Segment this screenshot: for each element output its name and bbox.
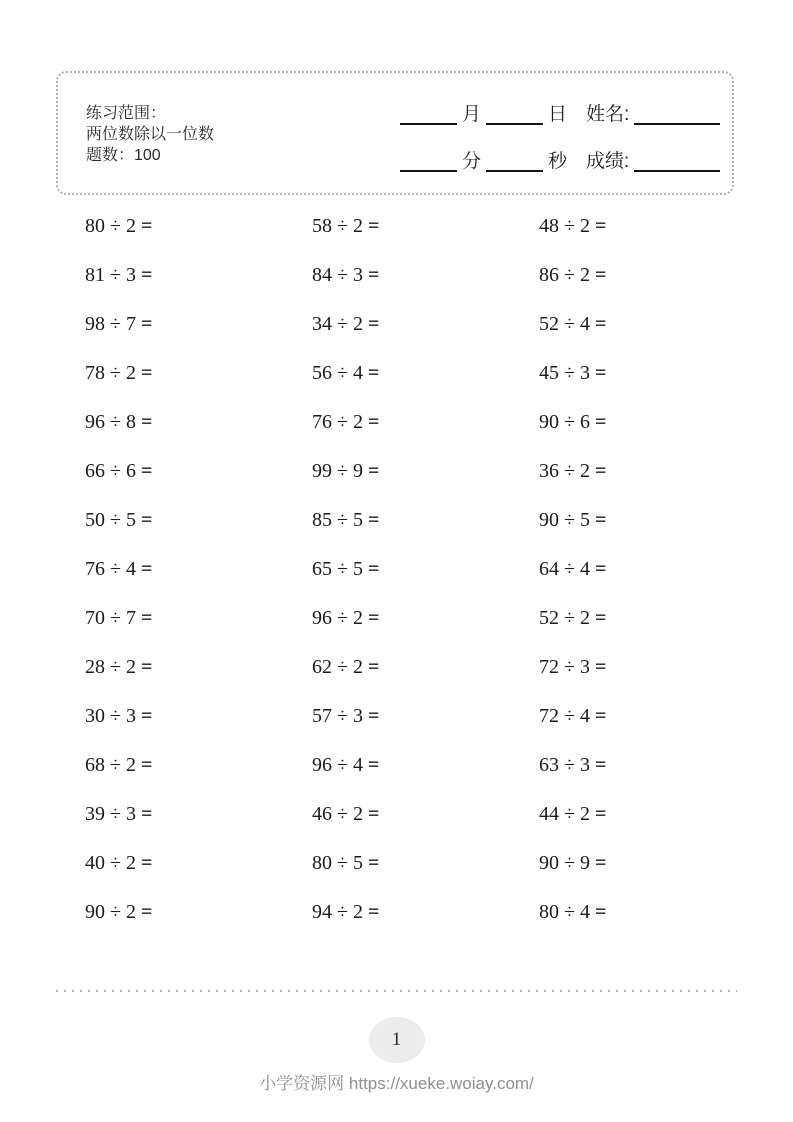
problem-item: 84 ÷ 3 = bbox=[312, 264, 380, 286]
problem-item: 36 ÷ 2 = bbox=[539, 460, 607, 482]
page-number: 1 bbox=[391, 1029, 402, 1050]
day-label: 日 bbox=[548, 104, 568, 125]
minute-label: 分 bbox=[462, 151, 482, 172]
day-blank-line bbox=[486, 113, 543, 125]
problem-item: 90 ÷ 5 = bbox=[539, 509, 607, 531]
practice-range-value: 两位数除以一位数 bbox=[86, 126, 215, 143]
problem-item: 72 ÷ 4 = bbox=[539, 705, 607, 727]
month-label: 月 bbox=[462, 104, 482, 125]
score-blank-line bbox=[634, 160, 720, 172]
bottom-dashed-divider bbox=[56, 990, 737, 992]
problem-item: 68 ÷ 2 = bbox=[85, 754, 153, 776]
problem-item: 90 ÷ 6 = bbox=[539, 411, 607, 433]
second-blank-line bbox=[486, 160, 543, 172]
problem-item: 96 ÷ 4 = bbox=[312, 754, 380, 776]
problem-item: 80 ÷ 5 = bbox=[312, 852, 380, 874]
problem-item: 81 ÷ 3 = bbox=[85, 264, 153, 286]
problem-item: 50 ÷ 5 = bbox=[85, 509, 153, 531]
footer-site-link[interactable]: 小学资源网 https://xueke.woiay.com/ bbox=[259, 1074, 534, 1093]
problem-item: 99 ÷ 9 = bbox=[312, 460, 380, 482]
problem-item: 58 ÷ 2 = bbox=[312, 215, 380, 237]
question-count: 题数：100 bbox=[86, 147, 161, 164]
second-label: 秒 bbox=[548, 151, 568, 172]
problem-item: 65 ÷ 5 = bbox=[312, 558, 380, 580]
problem-item: 44 ÷ 2 = bbox=[539, 803, 607, 825]
date-name-line bbox=[400, 104, 720, 126]
problem-item: 45 ÷ 3 = bbox=[539, 362, 607, 384]
problem-item: 90 ÷ 2 = bbox=[85, 901, 153, 923]
problem-item: 40 ÷ 2 = bbox=[85, 852, 153, 874]
problem-item: 94 ÷ 2 = bbox=[312, 901, 380, 923]
problem-item: 85 ÷ 5 = bbox=[312, 509, 380, 531]
problem-item: 52 ÷ 2 = bbox=[539, 607, 607, 629]
problem-item: 98 ÷ 7 = bbox=[85, 313, 153, 335]
problem-item: 34 ÷ 2 = bbox=[312, 313, 380, 335]
page-number-badge bbox=[369, 1017, 425, 1063]
minute-blank-line bbox=[400, 160, 457, 172]
problem-item: 90 ÷ 9 = bbox=[539, 852, 607, 874]
problem-item: 62 ÷ 2 = bbox=[312, 656, 380, 678]
time-score-line bbox=[400, 151, 720, 173]
problem-item: 86 ÷ 2 = bbox=[539, 264, 607, 286]
problem-item: 76 ÷ 4 = bbox=[85, 558, 153, 580]
problem-item: 80 ÷ 4 = bbox=[539, 901, 607, 923]
month-blank-line bbox=[400, 113, 457, 125]
problem-item: 72 ÷ 3 = bbox=[539, 656, 607, 678]
problem-item: 70 ÷ 7 = bbox=[85, 607, 153, 629]
name-label: 姓名: bbox=[586, 104, 630, 125]
problem-item: 96 ÷ 2 = bbox=[312, 607, 380, 629]
date-name-block bbox=[400, 73, 720, 173]
practice-range-label: 练习范围： bbox=[86, 105, 167, 122]
problem-item: 46 ÷ 2 = bbox=[312, 803, 380, 825]
header-info-box bbox=[56, 71, 734, 195]
score-label: 成绩: bbox=[586, 151, 630, 172]
problem-item: 76 ÷ 2 = bbox=[312, 411, 380, 433]
practice-info-block bbox=[86, 103, 214, 166]
problem-item: 30 ÷ 3 = bbox=[85, 705, 153, 727]
problem-item: 78 ÷ 2 = bbox=[85, 362, 153, 384]
problem-item: 56 ÷ 4 = bbox=[312, 362, 380, 384]
problem-item: 80 ÷ 2 = bbox=[85, 215, 153, 237]
problem-item: 48 ÷ 2 = bbox=[539, 215, 607, 237]
problem-item: 96 ÷ 8 = bbox=[85, 411, 153, 433]
problem-item: 28 ÷ 2 = bbox=[85, 656, 153, 678]
problem-item: 64 ÷ 4 = bbox=[539, 558, 607, 580]
problem-item: 52 ÷ 4 = bbox=[539, 313, 607, 335]
problem-item: 63 ÷ 3 = bbox=[539, 754, 607, 776]
problem-grid bbox=[85, 202, 766, 937]
problem-item: 66 ÷ 6 = bbox=[85, 460, 153, 482]
name-blank-line bbox=[634, 113, 720, 125]
problem-item: 39 ÷ 3 = bbox=[85, 803, 153, 825]
problem-item: 57 ÷ 3 = bbox=[312, 705, 380, 727]
